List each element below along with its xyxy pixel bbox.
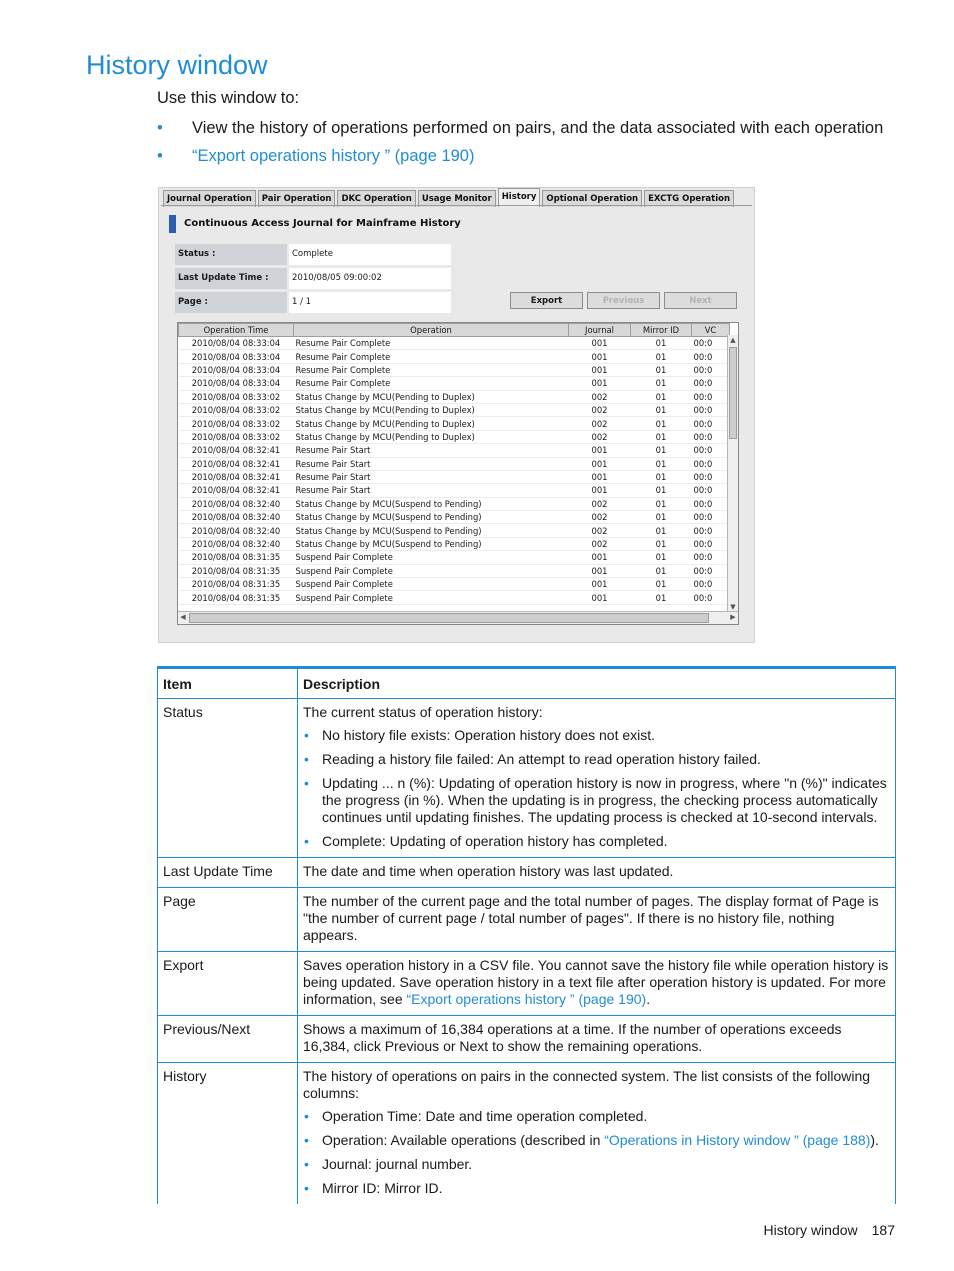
operations-history-link[interactable]: “Operations in History window ” (page 188) [604, 1132, 871, 1148]
bullet-item [157, 117, 883, 145]
sub-list [303, 727, 890, 850]
sub-item-text: Updating ... n (%): Updating of operation history is now in progress, where "n (%)" indicates the progress (in %). When the updating is in progress, the checking process automatically continues until updating finishes. The updating process is checked at 10-second intervals. [322, 775, 887, 825]
history-cell: 00:0 [692, 457, 730, 470]
row-item: Page [158, 888, 298, 952]
history-cell: Resume Pair Start [294, 484, 569, 497]
history-cell: 001 [569, 457, 631, 470]
history-cell: 2010/08/04 08:33:04 [179, 337, 294, 350]
history-row[interactable] [179, 350, 730, 363]
window-heading: Continuous Access Journal for Mainframe History [169, 215, 461, 233]
history-cell: 002 [569, 537, 631, 550]
history-row[interactable] [179, 457, 730, 470]
sub-item [303, 727, 890, 744]
history-cell: 00:0 [692, 591, 730, 604]
history-row[interactable] [179, 551, 730, 564]
sub-item [303, 775, 890, 826]
row-item: Last Update Time [158, 858, 298, 888]
tab-bar [163, 190, 736, 206]
history-cell: 01 [631, 444, 692, 457]
history-cell: Status Change by MCU(Pending to Duplex) [294, 403, 569, 416]
history-cell: Suspend Pair Complete [294, 578, 569, 591]
history-cell: Suspend Pair Complete [294, 551, 569, 564]
history-cell: 2010/08/04 08:32:40 [179, 524, 294, 537]
bullet-icon: • [157, 147, 163, 165]
previous-button[interactable]: Previous [587, 292, 660, 309]
history-cell: 001 [569, 377, 631, 390]
sub-item [303, 1180, 890, 1197]
sub-item-text: Mirror ID: Mirror ID. [322, 1180, 443, 1196]
history-cell: Resume Pair Start [294, 470, 569, 483]
history-cell: 001 [569, 578, 631, 591]
history-window-screenshot [158, 187, 755, 643]
history-cell: 001 [569, 484, 631, 497]
bullet-icon: • [304, 833, 309, 849]
bullet-icon: • [304, 1108, 309, 1124]
tab-exctg-operation[interactable]: EXCTG Operation [644, 190, 734, 207]
history-cell: 2010/08/04 08:31:35 [179, 551, 294, 564]
scroll-up-icon[interactable]: ▲ [730, 336, 736, 344]
bullet-icon: • [157, 119, 163, 137]
history-cell: 01 [631, 537, 692, 550]
bullet-icon: • [304, 1180, 309, 1196]
sub-item-text: Operation Time: Date and time operation completed. [322, 1108, 648, 1124]
history-cell: 01 [631, 564, 692, 577]
page-label: Page : [175, 292, 287, 313]
history-cell: 2010/08/04 08:33:02 [179, 403, 294, 416]
sub-list [303, 1108, 890, 1197]
history-cell: 01 [631, 350, 692, 363]
sub-item-text: Operation: Available operations (described in [322, 1132, 605, 1148]
history-cell: Status Change by MCU(Pending to Duplex) [294, 417, 569, 430]
history-row[interactable] [179, 537, 730, 550]
history-cell: Resume Pair Complete [294, 337, 569, 350]
bullet-item [157, 145, 883, 173]
row-description: Shows a maximum of 16,384 operations at a time. If the number of operations exceeds 16,384, click Previous or Next to show the remaining operations. [298, 1016, 896, 1063]
history-cell: 01 [631, 578, 692, 591]
row-description: The date and time when operation history was last updated. [298, 858, 896, 888]
history-row[interactable] [179, 470, 730, 483]
tab-divider [161, 205, 752, 206]
history-cell: 01 [631, 390, 692, 403]
history-cell: 2010/08/04 08:32:40 [179, 511, 294, 524]
tab-pair-operation[interactable]: Pair Operation [258, 190, 336, 207]
history-cell: 002 [569, 524, 631, 537]
tab-usage-monitor[interactable]: Usage Monitor [418, 190, 496, 207]
history-cell: 01 [631, 363, 692, 376]
table-row [158, 952, 896, 1016]
history-table [178, 323, 730, 605]
scroll-right-icon[interactable]: ▶ [730, 613, 736, 621]
col-operation-time[interactable]: Operation Time [179, 324, 294, 337]
history-cell: 2010/08/04 08:33:04 [179, 363, 294, 376]
history-cell: Resume Pair Complete [294, 350, 569, 363]
history-row[interactable] [179, 337, 730, 350]
status-value: Complete [289, 244, 451, 265]
history-cell: 002 [569, 497, 631, 510]
history-cell: 01 [631, 377, 692, 390]
intro-text: Use this window to: [157, 89, 300, 107]
sub-item-text: Journal: journal number. [322, 1156, 473, 1172]
history-cell: 00:0 [692, 524, 730, 537]
history-cell: 00:0 [692, 444, 730, 457]
sub-item-text: Reading a history file failed: An attempt to read operation history failed. [322, 751, 761, 767]
page-title: History window [86, 50, 268, 80]
description-text: Saves operation history in a CSV file. You cannot save the history file while operation history is being updated. Save operation history in a text file after operation history is updated. For more information, see [303, 957, 889, 1007]
history-cell: 2010/08/04 08:31:35 [179, 591, 294, 604]
history-cell: 2010/08/04 08:31:35 [179, 578, 294, 591]
history-cell: 01 [631, 337, 692, 350]
col-vc[interactable]: VC [692, 324, 730, 337]
history-row[interactable] [179, 591, 730, 604]
table-row [158, 1063, 896, 1205]
history-cell: 01 [631, 417, 692, 430]
history-cell: 001 [569, 337, 631, 350]
last-update-label: Last Update Time : [175, 268, 287, 289]
row-item: Previous/Next [158, 1016, 298, 1063]
history-cell: 001 [569, 350, 631, 363]
history-row[interactable] [179, 564, 730, 577]
history-row[interactable] [179, 497, 730, 510]
history-grid[interactable] [177, 322, 739, 625]
history-cell: 2010/08/04 08:32:41 [179, 444, 294, 457]
history-row[interactable] [179, 511, 730, 524]
history-cell: 00:0 [692, 403, 730, 416]
history-cell: 00:0 [692, 484, 730, 497]
history-cell: 002 [569, 403, 631, 416]
page-value: 1 / 1 [289, 292, 451, 313]
description-text: . [646, 991, 651, 1007]
history-cell: 00:0 [692, 497, 730, 510]
history-cell: 2010/08/04 08:31:35 [179, 564, 294, 577]
bullet-text: View the history of operations performed on pairs, and the data associated with each operation [192, 119, 884, 137]
history-cell: 2010/08/04 08:32:40 [179, 497, 294, 510]
row-item: Status [158, 699, 298, 858]
table-row [158, 1016, 896, 1063]
sub-item [303, 1132, 890, 1149]
horizontal-scroll-thumb[interactable] [189, 613, 709, 623]
sub-item [303, 751, 890, 768]
history-cell: 2010/08/04 08:33:02 [179, 390, 294, 403]
history-cell: 01 [631, 403, 692, 416]
history-cell: Suspend Pair Complete [294, 591, 569, 604]
history-row[interactable] [179, 403, 730, 416]
history-row[interactable] [179, 524, 730, 537]
page-number: 187 [871, 1222, 895, 1238]
history-cell: 00:0 [692, 551, 730, 564]
history-cell: 002 [569, 430, 631, 443]
history-cell: 01 [631, 497, 692, 510]
history-cell: 01 [631, 511, 692, 524]
scroll-down-icon[interactable]: ▼ [730, 603, 736, 611]
history-cell: 00:0 [692, 377, 730, 390]
sub-item [303, 1108, 890, 1125]
scroll-left-icon[interactable]: ◀ [180, 613, 186, 621]
history-cell: 00:0 [692, 537, 730, 550]
tab-optional-operation[interactable]: Optional Operation [542, 190, 642, 207]
history-row[interactable] [179, 417, 730, 430]
page-footer [764, 1222, 896, 1238]
history-cell: Status Change by MCU(Suspend to Pending) [294, 511, 569, 524]
history-cell: 01 [631, 430, 692, 443]
history-cell: 002 [569, 511, 631, 524]
history-row[interactable] [179, 484, 730, 497]
history-row[interactable] [179, 444, 730, 457]
tab-journal-operation[interactable]: Journal Operation [163, 190, 256, 207]
history-cell: 00:0 [692, 350, 730, 363]
history-cell: 01 [631, 591, 692, 604]
footer-label: History window [763, 1222, 858, 1238]
history-cell: 01 [631, 457, 692, 470]
history-row[interactable] [179, 430, 730, 443]
history-cell: 01 [631, 484, 692, 497]
history-cell: 00:0 [692, 430, 730, 443]
history-cell: 001 [569, 551, 631, 564]
vertical-scrollbar[interactable] [727, 335, 738, 612]
table-row [158, 888, 896, 952]
horizontal-scrollbar[interactable] [178, 611, 738, 624]
row-item: History [158, 1063, 298, 1205]
history-cell: 01 [631, 470, 692, 483]
history-cell: 2010/08/04 08:32:41 [179, 470, 294, 483]
history-cell: Status Change by MCU(Suspend to Pending) [294, 497, 569, 510]
history-cell: 001 [569, 564, 631, 577]
history-cell: 002 [569, 390, 631, 403]
history-cell: 01 [631, 524, 692, 537]
history-row[interactable] [179, 363, 730, 376]
item-description-table [157, 666, 896, 1204]
row-item: Export [158, 952, 298, 1016]
sub-item [303, 833, 890, 850]
last-update-value: 2010/08/05 09:00:02 [289, 268, 451, 289]
description-text: The current status of operation history: [303, 704, 543, 720]
bullet-icon: • [304, 1156, 309, 1172]
bullet-icon: • [304, 727, 309, 743]
sub-item-text: ). [870, 1132, 879, 1148]
history-row[interactable] [179, 578, 730, 591]
bullet-icon: • [304, 775, 309, 791]
history-cell: 00:0 [692, 390, 730, 403]
history-cell: Status Change by MCU(Suspend to Pending) [294, 537, 569, 550]
history-cell: 00:0 [692, 578, 730, 591]
sub-item [303, 1156, 890, 1173]
bullet-icon: • [304, 1132, 309, 1148]
col-operation[interactable]: Operation [294, 324, 569, 337]
history-cell: Status Change by MCU(Pending to Duplex) [294, 430, 569, 443]
history-cell: Resume Pair Start [294, 444, 569, 457]
col-mirror-id[interactable]: Mirror ID [631, 324, 692, 337]
history-cell: 2010/08/04 08:33:04 [179, 350, 294, 363]
header-item: Item [158, 668, 298, 699]
header-description: Description [298, 668, 896, 699]
row-description: The number of the current page and the total number of pages. The display format of Page is "the number of current page / total number of pages". If there is no history file, nothing appears. [298, 888, 896, 952]
history-cell: Status Change by MCU(Suspend to Pending) [294, 524, 569, 537]
bullet-icon: • [304, 751, 309, 767]
history-cell: 2010/08/04 08:33:04 [179, 377, 294, 390]
tab-history[interactable]: History [498, 188, 541, 207]
history-cell: 2010/08/04 08:33:02 [179, 417, 294, 430]
export-button[interactable]: Export [510, 292, 583, 309]
table-row [158, 699, 896, 858]
history-cell: 001 [569, 591, 631, 604]
history-cell: 001 [569, 444, 631, 457]
history-row[interactable] [179, 390, 730, 403]
history-cell: 2010/08/04 08:32:40 [179, 537, 294, 550]
export-history-link[interactable]: “Export operations history ” (page 190) [406, 991, 647, 1007]
history-cell: 2010/08/04 08:32:41 [179, 484, 294, 497]
col-journal[interactable]: Journal [569, 324, 631, 337]
history-cell: 00:0 [692, 511, 730, 524]
history-cell: 00:0 [692, 337, 730, 350]
tab-dkc-operation[interactable]: DKC Operation [337, 190, 415, 207]
description-text: The history of operations on pairs in the connected system. The list consists of the following columns: [303, 1068, 871, 1101]
export-history-link[interactable]: “Export operations history ” (page 190) [192, 147, 475, 165]
history-cell: Resume Pair Complete [294, 377, 569, 390]
row-description [298, 699, 896, 858]
sub-item-text: Complete: Updating of operation history has completed. [322, 833, 668, 849]
history-cell: 00:0 [692, 417, 730, 430]
intro-bullet-list [157, 117, 883, 173]
status-label: Status : [175, 244, 287, 265]
history-row[interactable] [179, 377, 730, 390]
history-cell: 00:0 [692, 363, 730, 376]
row-description [298, 952, 896, 1016]
history-cell: 001 [569, 363, 631, 376]
row-description [298, 1063, 896, 1205]
history-cell: Resume Pair Complete [294, 363, 569, 376]
history-cell: 002 [569, 417, 631, 430]
history-cell: 00:0 [692, 470, 730, 483]
history-cell: 00:0 [692, 564, 730, 577]
history-cell: 2010/08/04 08:33:02 [179, 430, 294, 443]
next-button[interactable]: Next [664, 292, 737, 309]
history-cell: 01 [631, 551, 692, 564]
history-cell: 2010/08/04 08:32:41 [179, 457, 294, 470]
history-cell: 001 [569, 470, 631, 483]
vertical-scroll-thumb[interactable] [729, 347, 737, 439]
history-cell: Resume Pair Start [294, 457, 569, 470]
history-cell: Status Change by MCU(Pending to Duplex) [294, 390, 569, 403]
history-cell: Suspend Pair Complete [294, 564, 569, 577]
table-row [158, 858, 896, 888]
sub-item-text: No history file exists: Operation history does not exist. [322, 727, 656, 743]
